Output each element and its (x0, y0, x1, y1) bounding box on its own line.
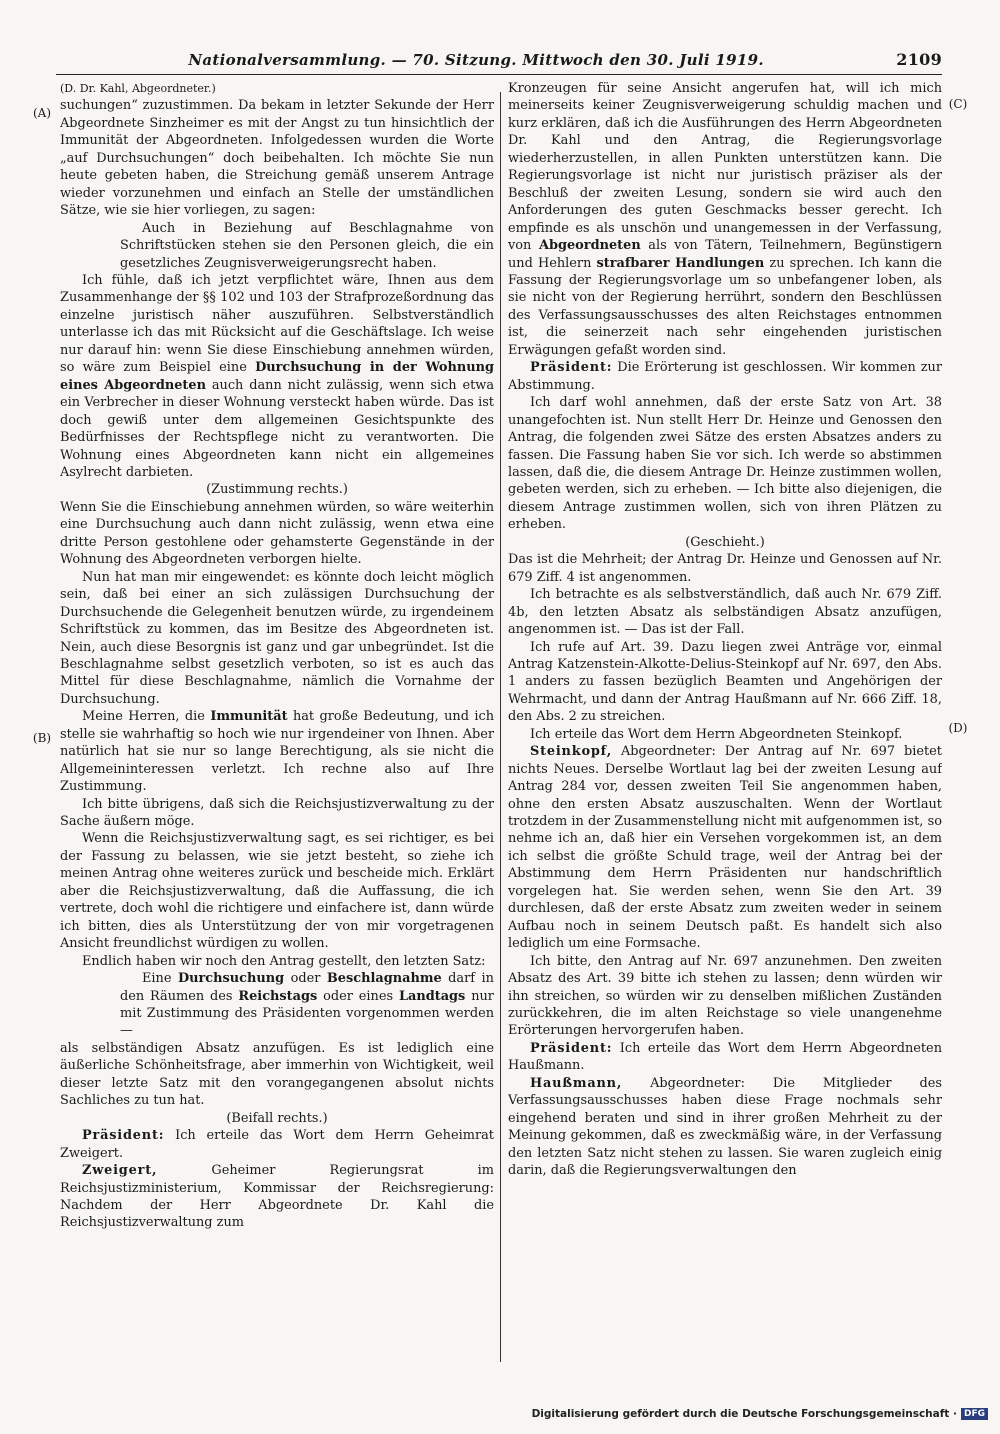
interjection: (Beifall rechts.) (226, 1110, 328, 1126)
paragraph: Wenn die Reichsjustizverwaltung sagt, es sei richtiger, es bei der Fassung zu belassen, wie sie jetzt besteht, so ziehe ich meinen Antrag ohne weiteres zurück und bescheide mich. Erklärt aber die Reichsjustizverwaltung, daß die Auffassung, die ich vertrete, doch wohl die richtigere und einfachere ist, dann würde ich bitten, dies als Unterstützung der von mir vorgetragenen Ansicht freundlichst würdigen zu wollen. (60, 831, 494, 952)
interjection: (Zustimmung rechts.) (206, 482, 348, 498)
paragraph: Ich rufe auf Art. 39. Dazu liegen zwei Anträge vor, einmal Antrag Katzenstein-Alkotte-Delius-Steinkopf auf Nr. 697, den Abs. 1 anders zu fassen bezüglich Beamten und Angehörigen der Wehrmacht, und dann der Antrag Haußmann auf Nr. 666 Ziff. 18, den Abs. 2 zu streichen. (508, 639, 942, 725)
speaker-name: Haußmann, (530, 1075, 623, 1091)
margin-marker-d: (D) (948, 721, 968, 735)
paragraph: Ich bitte, den Antrag auf Nr. 697 anzunehmen. Den zweiten Absatz des Art. 39 bitte ich stehen zu lassen; denn würden wir ihn streichen, so würden wir zu denselben mißlichen Zuständen zurückkehren, die im alten Reichstage so viele unangenehme Erörterungen hervorgerufen haben. (508, 953, 942, 1039)
footer-text: Digitalisierung gefördert durch die Deutsche Forschungsgemeinschaft · (531, 1408, 957, 1420)
emphasis: Immunität (210, 709, 288, 725)
speaker-paragraph: Präsident: Die Erörterung ist geschlossen. Wir kommen zur Abstimmung. (508, 360, 942, 393)
paragraph: Ich fühle, daß ich jetzt verpflichtet wäre, Ihnen aus dem Zusammenhange der §§ 102 und 103 der Strafprozeßordnung das einzelne juristisch näher auszuführen. Selbstverständlich unterlasse ich das mit Rücksicht auf die Geschäftslage. Ich weise nur darauf hin: wenn Sie diese Einschiebung annehmen würden, so wäre zum Beispiel eine Durchsuchung in der Wohnung eines Abgeordneten auch dann nicht zulässig, wenn sich etwa ein Verbrecher in dieser Wohnung versteckt haben würde. Das ist doch gewiß unter dem allgemeinen Gesichtspunkte des Bedürfnisses der Rechtspflege nicht zu verantworten. Die Wohnung eines Abgeordneten kann nicht ein allgemeines Asylrecht darbieten. (60, 272, 494, 480)
right-column (508, 80, 942, 1360)
paragraph: Ich darf wohl annehmen, daß der erste Satz von Art. 38 unangefochten ist. Nun stellt Herr Dr. Heinze und Genossen den Antrag, die folgenden zwei Sätze des ersten Absatzes anders zu fassen. Die Fassung haben Sie vor sich. Ich werde so abstimmen lassen, daß die, die diesem Antrage Dr. Heinze zustimmen wollen, gebeten werden, sich zu erheben. — Ich bitte also diejenigen, die diesem Antrage zustimmen wollen, sich von ihren Plätzen zu erheben. (508, 395, 942, 533)
page-number: 2109 (896, 50, 942, 69)
speaker-paragraph: Haußmann, Abgeordneter: Die Mitglieder des Verfassungsausschusses haben diese Frage nochmals sehr eingehend beraten und sind in ihrer großen Mehrheit zu der Meinung gekommen, daß es zweckmäßig wäre, in der Verfassung den letzten Satz nicht stehen zu lassen. Sie waren zugleich einig darin, daß die Regierungsverwaltungen den (508, 1075, 942, 1179)
speaker-name: Steinkopf, (530, 744, 613, 760)
quoted-text: Eine Durchsuchung oder Beschlagnahme darf in den Räumen des Reichstags oder eines Landtags nur mit Zustimmung des Präsidenten vorgenommen werden — (120, 971, 494, 1039)
speaker-paragraph: Präsident: Ich erteile das Wort dem Herrn Geheimrat Zweigert. (60, 1128, 494, 1161)
paragraph: Meine Herren, die Immunität hat große Bedeutung, und ich stelle sie wahrhaftig so hoch wie nur irgendeiner von Ihnen. Aber natürlich hat sie nur so lange Berechtigung, als sie nicht die Allgemeininteressen verletzt. Ich rechne also auf Ihre Zustimmung. (60, 709, 494, 795)
paragraph: als selbständigen Absatz anzufügen. Es ist lediglich eine äußerliche Schönheitsfrage, aber immerhin von Wichtigkeit, weil dieser letzte Satz mit den vorangegangenen absolut nichts Sachliches zu tun hat. (60, 1040, 494, 1109)
paragraph: Kronzeugen für seine Ansicht angerufen hat, will ich mich meinerseits keiner Zeugnisverweigerung schuldig machen und kurz erklären, daß ich die Ausführungen des Herrn Abgeordneten Dr. Kahl und den Antrag, die Regierungsvorlage wiederherzustellen, in allen Punkten unterstützen kann. Die Regierungsvorlage ist nicht nur juristisch präziser als der Beschluß der zweiten Lesung, sondern sie wird auch den Anforderungen des guten Geschmacks besser gerecht. Ich empfinde es als unschön und unangemessen in der Verfassung, von Abgeordneten als von Tätern, Teilnehmern, Begünstigern und Hehlern strafbarer Handlungen zu sprechen. Ich kann die Fassung der Regierungsvorlage um so unbefangener loben, als sie nicht von der Regierung herrührt, sondern den Beschlüssen des Verfassungsausschusses des alten Reichstages entnommen ist, die seinerzeit nach sehr eingehenden juristischen Erwägungen gefaßt worden sind. (508, 81, 942, 358)
paragraph: suchungen“ zuzustimmen. Da bekam in letzter Sekunde der Herr Abgeordnete Sinzheimer es mit der Angst zu tun hinsichtlich der Immunität der Abgeordneten. Infolgedessen wurden die Worte „auf Durchsuchungen“ doch beibehalten. Ich möchte Sie nun heute gebeten haben, die Streichung gemäß unserem Antrage wieder vorzunehmen und einfach an Stelle der umständlichen Sätze, wie sie hier vorliegen, zu sagen: (60, 98, 494, 219)
interjection: (Geschieht.) (685, 534, 765, 550)
paragraph: Das ist die Mehrheit; der Antrag Dr. Heinze und Genossen auf Nr. 679 Ziff. 4 ist angenommen. (508, 552, 942, 585)
speaker-name: Präsident: (530, 360, 613, 376)
paragraph: Wenn Sie die Einschiebung annehmen würden, so wäre weiterhin eine Durchsuchung auch dann nicht zulässig, wenn etwa eine dritte Person gestohlene oder gehamsterte Gegenstände in der Wohnung des Abgeordneten verborgen hielte. (60, 499, 494, 568)
dfg-logo: DFG (961, 1408, 988, 1420)
paragraph: Endlich haben wir noch den Antrag gestellt, den letzten Satz: (82, 953, 486, 969)
speaker-paragraph: Zweigert, Geheimer Regierungsrat im Reichsjustizministerium, Kommissar der Reichsregierung: Nachdem der Herr Abgeordnete Dr. Kahl die Reichsjustizverwaltung zum (60, 1163, 494, 1231)
speaker-paragraph: Präsident: Ich erteile das Wort dem Herrn Abgeordneten Haußmann. (508, 1040, 942, 1074)
margin-marker-a: (A) (32, 106, 52, 120)
paragraph: Ich betrachte es als selbstverständlich, daß auch Nr. 679 Ziff. 4b, den letzten Absatz als selbständigen Absatz anzufügen, angenommen ist. — Das ist der Fall. (508, 587, 942, 638)
emphasis: Abgeordneten (538, 238, 641, 254)
emphasis: Durchsuchung in der Wohnung eines Abgeordneten (60, 360, 494, 393)
page-header (56, 50, 942, 72)
margin-marker-c: (C) (948, 97, 968, 111)
speaker-name: Präsident: (82, 1128, 165, 1144)
paragraph: Nun hat man mir eingewendet: es könnte doch leicht möglich sein, daß bei einer an sich zulässigen Durchsuchung der Durchsuchende die Gelegenheit benutzen würde, zu irgendeinem Schriftstück zu kommen, das im Besitze des Abgeordneten ist. Nein, auch diese Besorgnis ist ganz und gar unbegründet. Ist die Beschlagnahme selbst gesetzlich verboten, so ist es auch das Mittel für diese Beschlagnahme, nämlich die Vornahme der Durchsuchung. (60, 569, 494, 707)
quoted-text: Auch in Beziehung auf Beschlagnahme von Schriftstücken stehen sie den Personen gleich, die ein gesetzliches Zeugnisverweigerungsrecht haben. (120, 220, 494, 271)
speaker-paragraph: Steinkopf, Abgeordneter: Der Antrag auf Nr. 697 bietet nichts Neues. Derselbe Wortlaut lag bei der zweiten Lesung auf Antrag 284 vor, dessen zweiten Teil Sie angenommen haben, ohne den ersten Absatz auszuschalten. Wenn der Wortlaut trotzdem in der Zusammenstellung nicht mit aufgenommen ist, so nehme ich an, daß hier ein Versehen vorgekommen ist, an dem ich selbst die größte Schuld trage, weil der Antrag bei der Abstimmung dem Herrn Präsidenten nur handschriftlich vorgelegen hat. Sie werden sehen, wenn Sie den Art. 39 durchlesen, daß der erste Absatz zum zweiten weder in seinem Aufbau noch in seinem Deutsch paßt. Es handelt sich also lediglich um eine Formsache. (508, 744, 942, 952)
running-speaker: (D. Dr. Kahl, Abgeordneter.) (60, 82, 216, 95)
speaker-name: Präsident: (530, 1040, 613, 1056)
margin-marker-b: (B) (32, 731, 52, 745)
footer-credit (532, 1406, 988, 1422)
speaker-name: Zweigert, (82, 1163, 158, 1179)
emphasis: strafbarer Handlungen (596, 255, 765, 271)
paragraph: Ich bitte übrigens, daß sich die Reichsjustizverwaltung zu der Sache äußern möge. (60, 796, 494, 830)
left-column (60, 80, 494, 1360)
header-rule (56, 74, 942, 75)
paragraph: Ich erteile das Wort dem Herrn Abgeordneten Steinkopf. (530, 726, 903, 742)
page-title: Nationalversammlung. — 70. Sitzung. Mittwoch den 30. Juli 1919. (188, 51, 764, 69)
column-divider (500, 92, 501, 1362)
